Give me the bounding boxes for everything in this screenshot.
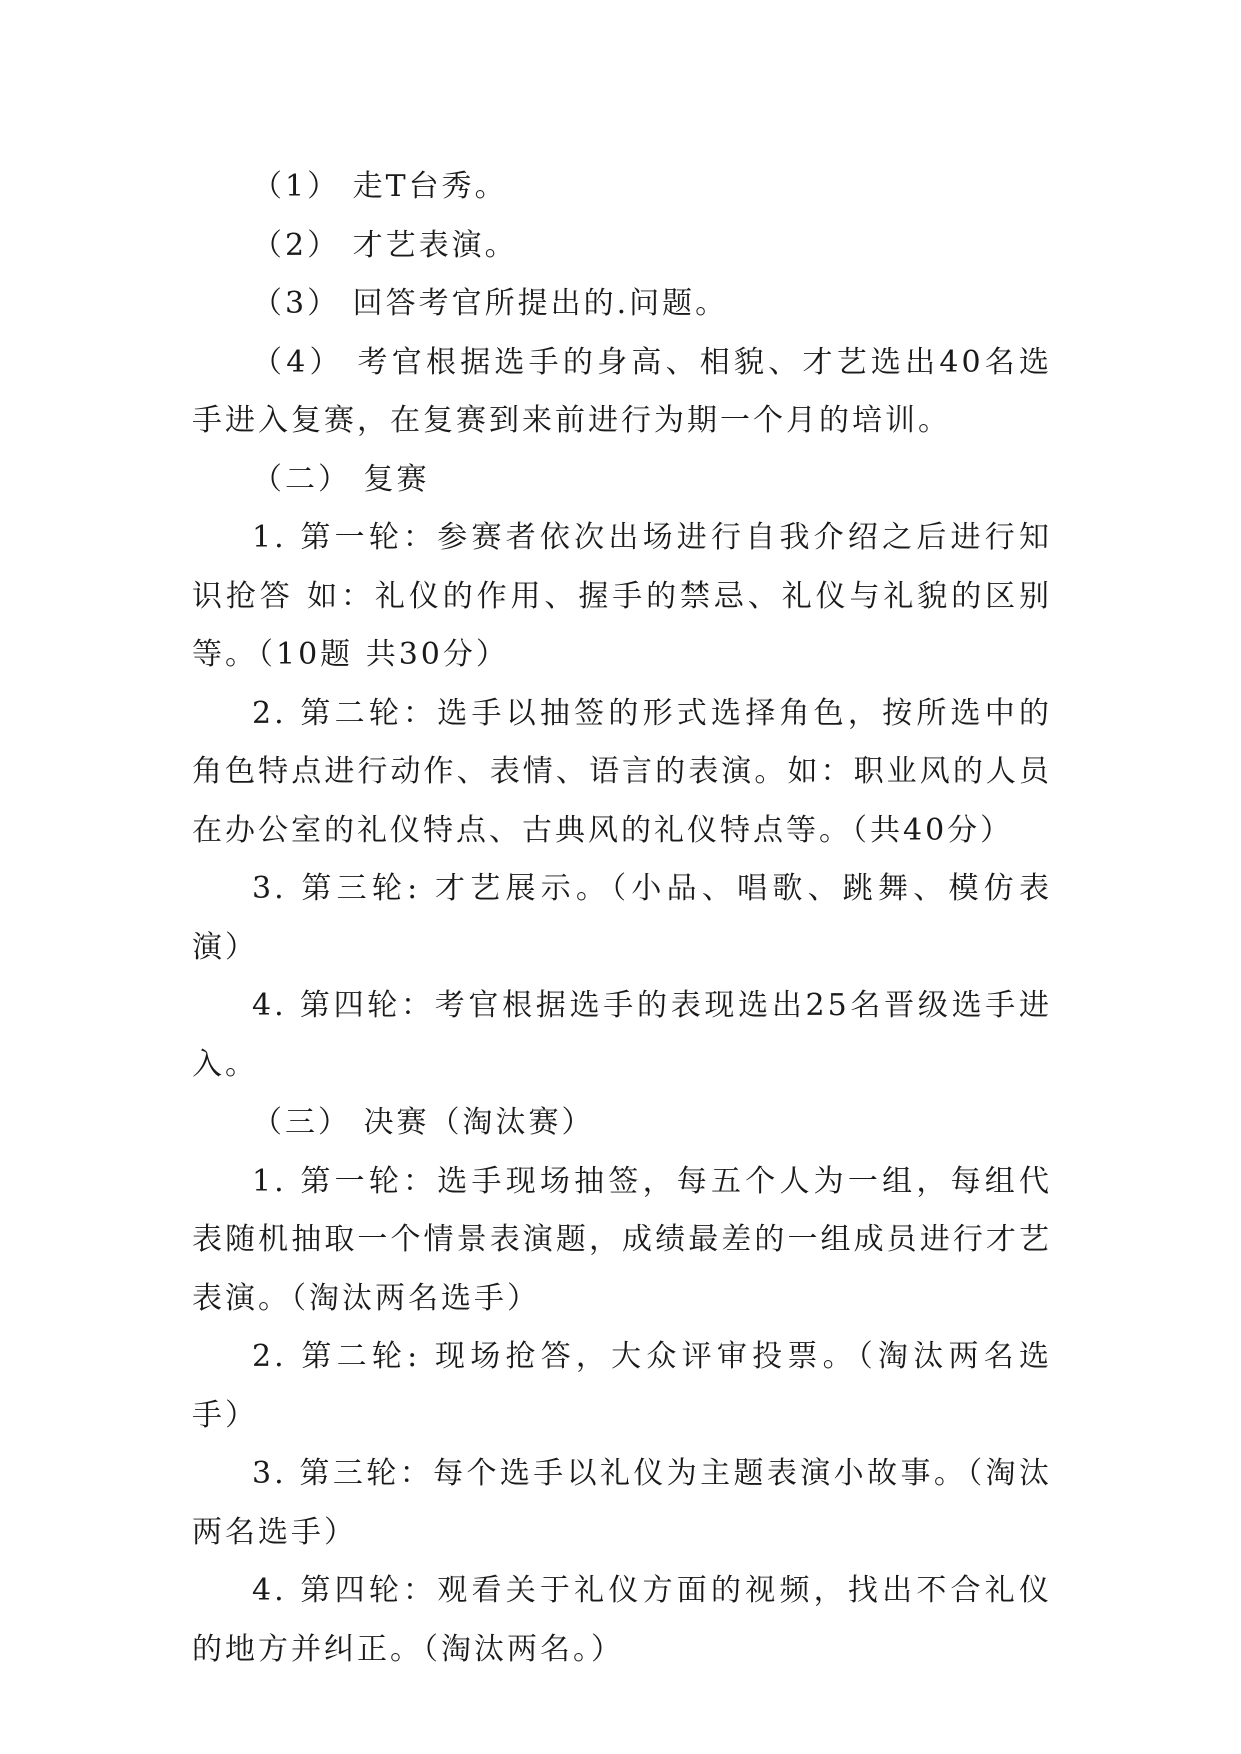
paragraph-6: 1. 第一轮：参赛者依次出场进行自我介绍之后进行知识抢答 如：礼仪的作用、握手的禁忌、礼仪与礼貌的区别等。（10题 共30分） xyxy=(192,520,1052,672)
paragraph-14: 4. 第四轮：观看关于礼仪方面的视频，找出不合礼仪的地方并纠正。（淘汰两名。） xyxy=(192,1573,1052,1667)
paragraph-3: （3） 回答考官所提出的.问题。 xyxy=(252,286,729,321)
paragraph-1: （1） 走T台秀。 xyxy=(252,169,508,204)
paragraph-7: 2. 第二轮：选手以抽签的形式选择角色，按所选中的角色特点进行动作、表情、语言的表演。如：职业风的人员在办公室的礼仪特点、古典风的礼仪特点等。（共40分） xyxy=(192,695,1052,848)
section-heading-final: （三） 决赛（淘汰赛） xyxy=(252,1105,595,1140)
section-heading-semifinal: （二） 复赛 xyxy=(252,461,430,497)
paragraph-13: 3. 第三轮：每个选手以礼仪为主题表演小故事。（淘汰两名选手） xyxy=(192,1456,1052,1550)
document-body xyxy=(192,158,1052,1679)
paragraph-2: （2） 才艺表演。 xyxy=(252,227,518,263)
paragraph-8: 3. 第三轮: 才艺展示。（小品、唱歌、跳舞、模仿表演） xyxy=(192,871,1052,965)
paragraph-11: 1. 第一轮：选手现场抽签，每五个人为一组，每组代表随机抽取一个情景表演题，成绩最差的一组成员进行才艺表演。（淘汰两名选手） xyxy=(192,1163,1052,1316)
paragraph-9: 4. 第四轮：考官根据选手的表现选出25名晋级选手进入。 xyxy=(192,988,1052,1082)
paragraph-4: （4） 考官根据选手的身高、相貌、才艺选出40名选手进入复赛，在复赛到来前进行为期一个月的培训。 xyxy=(192,344,1052,438)
paragraph-12: 2. 第二轮: 现场抢答，大众评审投票。（淘汰两名选手） xyxy=(192,1339,1052,1433)
